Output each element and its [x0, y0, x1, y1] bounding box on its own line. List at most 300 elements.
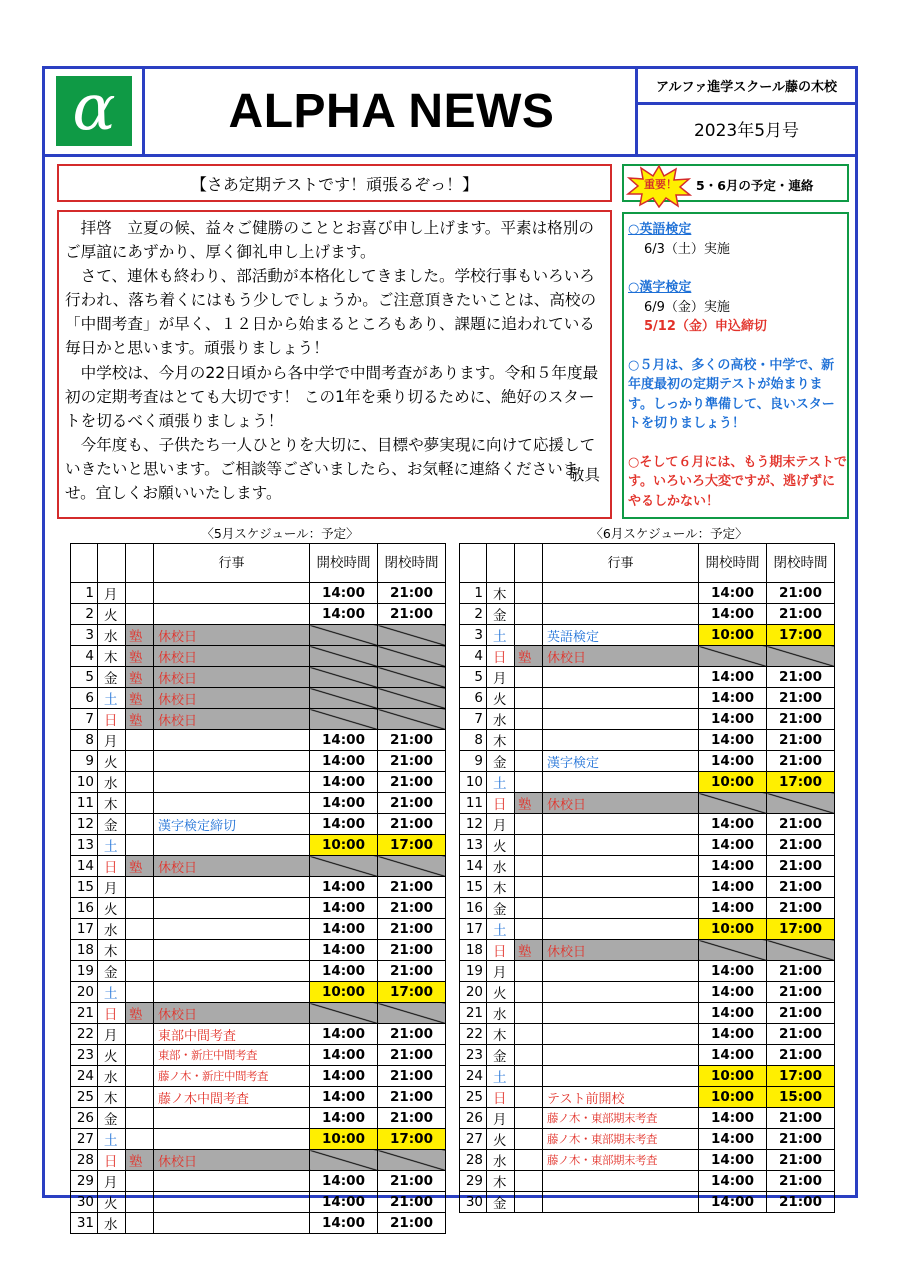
juku-mark	[126, 919, 154, 940]
close-time: 21:00	[767, 751, 835, 772]
weekday: 水	[98, 919, 126, 940]
juku-mark	[126, 1129, 154, 1150]
juku-mark	[126, 751, 154, 772]
day-number: 12	[71, 814, 98, 835]
juku-mark	[515, 730, 543, 751]
juku-mark	[126, 583, 154, 604]
juku-mark: 塾	[126, 688, 154, 709]
weekday: 水	[487, 1150, 515, 1171]
close-time: 21:00	[767, 877, 835, 898]
table-row	[460, 793, 835, 814]
close-time: 21:00	[378, 1024, 446, 1045]
open-time: 14:00	[699, 751, 767, 772]
close-time	[767, 793, 835, 814]
open-time: 14:00	[699, 835, 767, 856]
col-close: 閉校時間	[767, 544, 835, 583]
may-caption: 〈5月スケジュール：予定〉	[201, 526, 359, 541]
weekday: 月	[98, 1171, 126, 1192]
close-time: 21:00	[378, 1213, 446, 1234]
open-time: 14:00	[699, 667, 767, 688]
weekday: 土	[98, 688, 126, 709]
weekday: 金	[487, 604, 515, 625]
juku-mark	[515, 1066, 543, 1087]
day-number: 24	[71, 1066, 98, 1087]
open-time	[310, 625, 378, 646]
table-row	[71, 1066, 446, 1087]
may-schedule-table	[70, 543, 446, 1234]
day-number: 11	[460, 793, 487, 814]
day-number: 23	[71, 1045, 98, 1066]
day-number: 10	[71, 772, 98, 793]
open-time: 14:00	[699, 1192, 767, 1213]
event-cell	[543, 604, 699, 625]
close-time: 21:00	[767, 1171, 835, 1192]
newsletter	[42, 66, 858, 1233]
juku-mark: 塾	[515, 793, 543, 814]
may-message: ○５月は、多くの高校・中学で、新年度最初の定期テストが始まります。しっかり準備して、良いスタートを切りましょう！	[628, 357, 835, 431]
weekday: 木	[487, 877, 515, 898]
day-number: 23	[460, 1045, 487, 1066]
table-row	[71, 751, 446, 772]
event-cell: 休校日	[154, 1150, 310, 1171]
close-time: 21:00	[767, 1129, 835, 1150]
weekday: 火	[98, 1192, 126, 1213]
juku-mark	[126, 604, 154, 625]
day-number: 5	[460, 667, 487, 688]
juku-mark: 塾	[515, 940, 543, 961]
close-time: 21:00	[378, 1045, 446, 1066]
juku-mark	[126, 772, 154, 793]
juku-mark	[515, 751, 543, 772]
event-cell	[154, 793, 310, 814]
table-row	[460, 1108, 835, 1129]
kanken-heading: ○漢字検定	[628, 280, 692, 295]
open-time: 14:00	[699, 1024, 767, 1045]
day-number: 26	[71, 1108, 98, 1129]
open-time: 14:00	[699, 856, 767, 877]
juku-mark	[126, 1045, 154, 1066]
juku-mark	[515, 982, 543, 1003]
juku-mark	[515, 835, 543, 856]
open-time	[310, 1003, 378, 1024]
table-row	[71, 1024, 446, 1045]
event-cell	[154, 877, 310, 898]
day-number: 6	[460, 688, 487, 709]
table-row	[71, 877, 446, 898]
day-number: 1	[71, 583, 98, 604]
open-time: 14:00	[699, 709, 767, 730]
close-time: 21:00	[378, 604, 446, 625]
weekday: 金	[487, 751, 515, 772]
table-row	[460, 919, 835, 940]
day-number: 26	[460, 1108, 487, 1129]
letter-paragraph: 拝啓 立夏の候、益々ご健勝のこととお喜び申し上げます。平素は格別のご厚誼にあずかり、厚く御礼申し上げます。	[65, 219, 594, 262]
table-row	[71, 814, 446, 835]
close-time	[378, 688, 446, 709]
open-time: 14:00	[310, 1066, 378, 1087]
close-time: 21:00	[767, 1024, 835, 1045]
close-time	[378, 1150, 446, 1171]
table-row	[71, 1108, 446, 1129]
event-cell: 休校日	[154, 709, 310, 730]
close-time: 21:00	[378, 1087, 446, 1108]
newsletter-title: ALPHA NEWS	[228, 85, 555, 138]
event-cell	[154, 835, 310, 856]
event-cell	[154, 898, 310, 919]
table-row	[71, 982, 446, 1003]
day-number: 11	[71, 793, 98, 814]
weekday: 金	[98, 667, 126, 688]
table-row	[71, 709, 446, 730]
event-cell	[543, 772, 699, 793]
event-cell	[543, 919, 699, 940]
day-number: 14	[71, 856, 98, 877]
table-row	[71, 1087, 446, 1108]
open-time	[310, 709, 378, 730]
weekday: 金	[487, 1045, 515, 1066]
day-number: 7	[71, 709, 98, 730]
day-number: 3	[460, 625, 487, 646]
juku-mark	[515, 1150, 543, 1171]
table-row	[460, 583, 835, 604]
open-time	[310, 646, 378, 667]
table-row	[460, 604, 835, 625]
kanken-date: 6/9（金）実施	[644, 299, 730, 315]
open-time: 14:00	[310, 1192, 378, 1213]
close-time: 21:00	[378, 877, 446, 898]
table-row	[71, 604, 446, 625]
event-cell	[154, 772, 310, 793]
juku-mark	[515, 877, 543, 898]
juku-mark	[515, 772, 543, 793]
weekday: 月	[487, 814, 515, 835]
table-row	[71, 646, 446, 667]
close-time: 21:00	[378, 1066, 446, 1087]
close-time: 17:00	[378, 982, 446, 1003]
table-row	[460, 961, 835, 982]
weekday: 火	[98, 751, 126, 772]
event-cell	[543, 835, 699, 856]
table-row	[460, 646, 835, 667]
close-time: 21:00	[378, 1171, 446, 1192]
juku-mark: 塾	[515, 646, 543, 667]
day-number: 22	[71, 1024, 98, 1045]
close-time	[378, 667, 446, 688]
weekday: 月	[98, 583, 126, 604]
open-time: 14:00	[310, 751, 378, 772]
weekday: 日	[98, 709, 126, 730]
close-time: 21:00	[767, 709, 835, 730]
event-cell	[543, 856, 699, 877]
juku-mark: 塾	[126, 856, 154, 877]
day-number: 31	[71, 1213, 98, 1234]
event-cell	[154, 961, 310, 982]
day-number: 17	[71, 919, 98, 940]
event-cell	[154, 1129, 310, 1150]
close-time	[378, 1003, 446, 1024]
close-time: 21:00	[767, 730, 835, 751]
event-cell	[543, 1066, 699, 1087]
weekday: 水	[98, 1066, 126, 1087]
juku-mark	[126, 835, 154, 856]
event-cell	[154, 940, 310, 961]
event-cell: 休校日	[154, 667, 310, 688]
table-row	[71, 772, 446, 793]
open-time: 14:00	[699, 1150, 767, 1171]
weekday: 木	[98, 646, 126, 667]
open-time: 10:00	[699, 1087, 767, 1108]
weekday: 金	[487, 898, 515, 919]
open-time: 14:00	[310, 877, 378, 898]
close-time: 21:00	[767, 1108, 835, 1129]
table-row	[460, 940, 835, 961]
open-time: 14:00	[310, 730, 378, 751]
open-time: 14:00	[310, 1213, 378, 1234]
weekday: 月	[487, 667, 515, 688]
event-cell	[543, 1003, 699, 1024]
open-time: 14:00	[310, 604, 378, 625]
close-time	[378, 625, 446, 646]
event-cell	[154, 730, 310, 751]
juku-mark	[515, 1024, 543, 1045]
table-row	[71, 1045, 446, 1066]
event-cell	[543, 709, 699, 730]
day-number: 21	[71, 1003, 98, 1024]
day-number: 27	[460, 1129, 487, 1150]
close-time: 17:00	[378, 835, 446, 856]
juku-mark	[515, 961, 543, 982]
table-row	[71, 730, 446, 751]
open-time: 14:00	[699, 814, 767, 835]
close-time: 17:00	[767, 772, 835, 793]
table-row	[71, 1171, 446, 1192]
open-time	[310, 667, 378, 688]
weekday: 月	[98, 877, 126, 898]
open-time: 10:00	[310, 1129, 378, 1150]
close-time: 21:00	[378, 730, 446, 751]
letter-closing: 敬具	[568, 465, 600, 484]
juku-mark	[126, 814, 154, 835]
day-number: 10	[460, 772, 487, 793]
table-row	[460, 982, 835, 1003]
weekday: 木	[487, 583, 515, 604]
table-row	[71, 1213, 446, 1234]
close-time: 21:00	[767, 604, 835, 625]
close-time: 21:00	[767, 688, 835, 709]
close-time: 21:00	[767, 667, 835, 688]
event-cell: 休校日	[154, 646, 310, 667]
juku-mark	[126, 1024, 154, 1045]
logo-cell	[45, 69, 145, 154]
table-row	[71, 1129, 446, 1150]
weekday: 月	[487, 1108, 515, 1129]
table-row	[460, 730, 835, 751]
col-close: 閉校時間	[378, 544, 446, 583]
event-cell	[543, 814, 699, 835]
headline: 【さあ定期テストです！頑張るぞっ！】	[57, 164, 612, 202]
close-time: 21:00	[767, 982, 835, 1003]
open-time: 14:00	[310, 1171, 378, 1192]
juku-mark: 塾	[126, 1003, 154, 1024]
juku-mark	[126, 1066, 154, 1087]
close-time: 21:00	[767, 961, 835, 982]
weekday: 火	[487, 835, 515, 856]
juku-mark	[126, 898, 154, 919]
weekday: 水	[487, 1003, 515, 1024]
weekday: 水	[98, 625, 126, 646]
close-time: 21:00	[767, 1003, 835, 1024]
table-row	[460, 1045, 835, 1066]
weekday: 水	[487, 856, 515, 877]
day-number: 2	[460, 604, 487, 625]
close-time: 21:00	[767, 856, 835, 877]
juku-mark: 塾	[126, 1150, 154, 1171]
open-time: 14:00	[310, 919, 378, 940]
table-row	[71, 793, 446, 814]
table-row	[71, 688, 446, 709]
open-time: 14:00	[699, 688, 767, 709]
day-number: 18	[460, 940, 487, 961]
table-row	[71, 898, 446, 919]
table-row	[71, 1192, 446, 1213]
event-cell: 藤ノ木・東部期末考査	[543, 1108, 699, 1129]
weekday: 木	[487, 1024, 515, 1045]
col-open: 開校時間	[699, 544, 767, 583]
event-cell: 漢字検定	[543, 751, 699, 772]
table-row	[460, 814, 835, 835]
table-row	[460, 1024, 835, 1045]
event-cell: 休校日	[154, 856, 310, 877]
day-number: 6	[71, 688, 98, 709]
weekday: 日	[98, 856, 126, 877]
weekday: 土	[487, 625, 515, 646]
table-row	[460, 1087, 835, 1108]
juku-mark	[515, 583, 543, 604]
juku-mark	[126, 1213, 154, 1234]
day-number: 30	[460, 1192, 487, 1213]
event-cell	[154, 1171, 310, 1192]
table-row	[460, 1066, 835, 1087]
june-caption: 〈6月スケジュール：予定〉	[590, 526, 748, 541]
day-number: 27	[71, 1129, 98, 1150]
day-number: 22	[460, 1024, 487, 1045]
school-cell	[635, 69, 855, 154]
table-row	[71, 856, 446, 877]
juku-mark: 塾	[126, 625, 154, 646]
weekday: 火	[487, 688, 515, 709]
important-badge: 重要！	[644, 178, 677, 191]
table-row	[460, 877, 835, 898]
juku-mark	[515, 1087, 543, 1108]
day-number: 5	[71, 667, 98, 688]
close-time: 21:00	[378, 898, 446, 919]
important-title: 5・6月の予定・連絡	[696, 178, 814, 193]
close-time	[767, 940, 835, 961]
event-cell: 藤ノ木中間考査	[154, 1087, 310, 1108]
alpha-logo	[56, 71, 132, 146]
juku-mark: 塾	[126, 709, 154, 730]
close-time: 21:00	[767, 898, 835, 919]
juku-mark	[126, 961, 154, 982]
event-cell	[543, 1192, 699, 1213]
open-time	[699, 646, 767, 667]
close-time: 21:00	[378, 1108, 446, 1129]
day-number: 2	[71, 604, 98, 625]
day-number: 25	[460, 1087, 487, 1108]
close-time: 21:00	[378, 940, 446, 961]
juku-mark	[515, 1003, 543, 1024]
day-number: 29	[71, 1171, 98, 1192]
weekday: 水	[487, 709, 515, 730]
close-time: 21:00	[378, 1192, 446, 1213]
table-row	[460, 1129, 835, 1150]
weekday: 土	[98, 1129, 126, 1150]
weekday: 木	[98, 793, 126, 814]
close-time: 15:00	[767, 1087, 835, 1108]
weekday: 木	[98, 940, 126, 961]
day-number: 15	[460, 877, 487, 898]
day-number: 13	[460, 835, 487, 856]
event-cell	[154, 583, 310, 604]
table-row	[460, 709, 835, 730]
close-time: 21:00	[767, 835, 835, 856]
weekday: 日	[98, 1003, 126, 1024]
close-time	[378, 646, 446, 667]
weekday: 金	[487, 1192, 515, 1213]
table-row	[460, 688, 835, 709]
open-time	[310, 1150, 378, 1171]
table-row	[71, 625, 446, 646]
event-cell	[543, 583, 699, 604]
weekday: 日	[98, 1150, 126, 1171]
event-cell: 休校日	[543, 940, 699, 961]
event-cell: 休校日	[154, 625, 310, 646]
event-cell	[154, 604, 310, 625]
open-time: 14:00	[310, 583, 378, 604]
juku-mark: 塾	[126, 646, 154, 667]
close-time: 21:00	[767, 814, 835, 835]
notes-box	[622, 212, 849, 519]
close-time: 21:00	[767, 583, 835, 604]
event-cell	[154, 751, 310, 772]
juku-mark	[126, 1171, 154, 1192]
event-cell	[543, 982, 699, 1003]
juku-mark	[126, 1108, 154, 1129]
eiken-heading: ○英語検定	[628, 222, 692, 237]
event-cell	[154, 1213, 310, 1234]
open-time	[699, 940, 767, 961]
close-time: 21:00	[378, 919, 446, 940]
weekday: 土	[487, 919, 515, 940]
open-time: 10:00	[310, 982, 378, 1003]
open-time	[310, 856, 378, 877]
open-time: 14:00	[699, 1108, 767, 1129]
close-time: 21:00	[378, 961, 446, 982]
juku-mark	[515, 688, 543, 709]
open-time: 14:00	[310, 1024, 378, 1045]
table-row	[460, 1003, 835, 1024]
open-time: 14:00	[310, 1087, 378, 1108]
event-cell	[543, 1024, 699, 1045]
juku-mark	[515, 1045, 543, 1066]
table-row	[71, 835, 446, 856]
event-cell	[543, 961, 699, 982]
event-cell	[543, 730, 699, 751]
col-open: 開校時間	[310, 544, 378, 583]
open-time: 14:00	[310, 940, 378, 961]
day-number: 17	[460, 919, 487, 940]
juku-mark	[515, 814, 543, 835]
